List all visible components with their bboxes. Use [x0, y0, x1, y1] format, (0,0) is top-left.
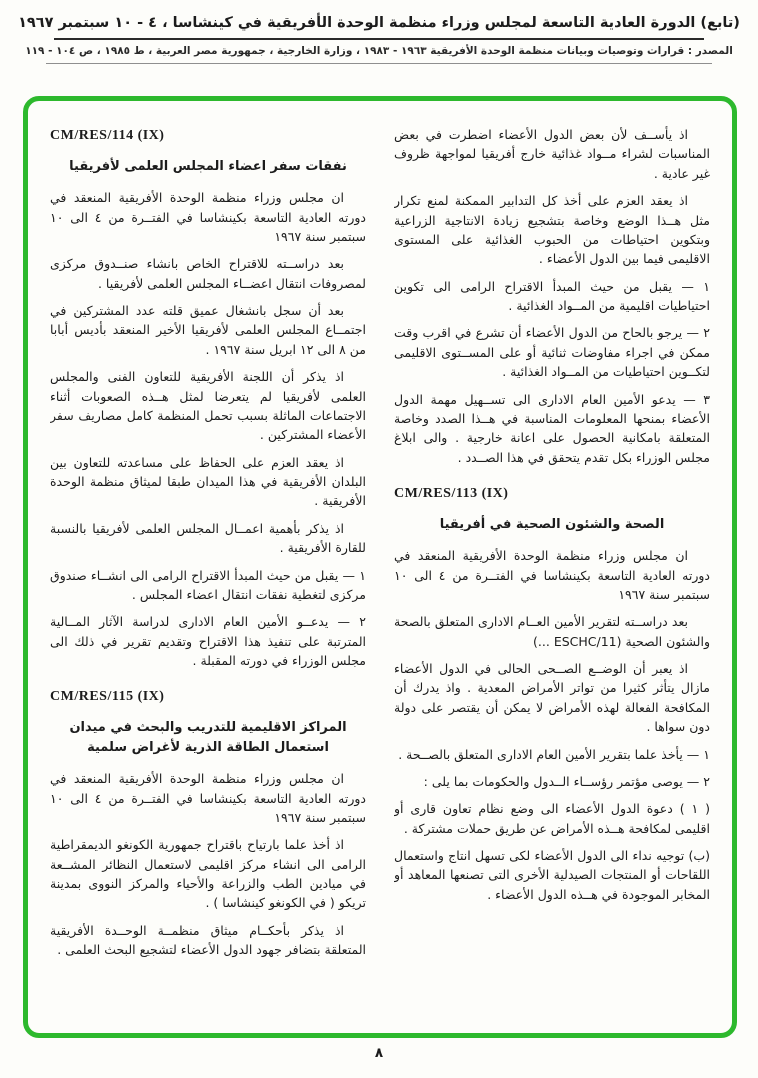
paragraph: ان مجلس وزراء منظمة الوحدة الأفريقية المنعقد في دورته العادية التاسعة بكينشاسا في الفتــرة من ٤ الى ١٠ سبتمبر سنة ١٩٦٧ [50, 190, 366, 244]
paragraph: بعد دراســته للاقتراح الخاص بانشاء صنــدوق مركزى لمصروفات انتقال اعضــاء المجلس العلمى لأفريقيا . [50, 256, 366, 291]
resolution-code: CM/RES/113 (IX) [394, 486, 509, 501]
resolution-title: الصحة والشئون الصحية في أفريقيا [439, 516, 665, 532]
clause-item: ( ١ ) دعوة الدول الأعضاء الى وضع نظام تعاون قارى أو اقليمى لمكافحة هــذه الأمراض عن طريق حملات مشتركة . [394, 801, 710, 836]
paragraph: بعد دراســته لتقرير الأمين العــام الادارى المتعلق بالصحة والشئون الصحية (ESCHC/11 ...) [394, 614, 710, 649]
resolution-title: المراكز الاقليمية للتدريب والبحث في ميدان استعمال الطاقة الذرية لأغراض سلمية [69, 720, 347, 755]
paragraph: اذ أخذ علما بارتياح باقتراح جمهورية الكونغو الديمقراطية الرامى الى انشاء مركز اقليمى لاستعمال النظائر المشــعة في ميادين الطب والزراعة والأحياء والمركز النووى بمدينة تريكو ( في الكونغو كينشاسا ) . [50, 837, 366, 911]
paragraph: ان مجلس وزراء منظمة الوحدة الأفريقية المنعقد في دورته العادية التاسعة بكينشاسا في الفتــرة من ٤ الى ١٠ سبتمبر سنة ١٩٦٧ [394, 548, 710, 602]
resolution-code: CM/RES/114 (IX) [50, 128, 165, 143]
paragraph: اذ يذكر بأحكــام ميثاق منظمــة الوحــدة الأفريقية المتعلقة بتضافر جهود الدول الأعضاء لتشجيع البحث العلمى . [50, 922, 366, 958]
clause-item: ٢ — يوصى مؤتمر رؤســاء الــدول والحكومات بما يلى : [423, 773, 710, 789]
paragraph: اذ يذكر بأهمية اعمــال المجلس العلمى لأفريقيا بالنسبة للقارة الأفريقية . [50, 520, 366, 556]
paragraph: اذ يعقد العزم على أخذ كل التدابير الممكنة لمنع تكرار مثل هــذا الوضع وخاصة بتشجيع زيادة الانتاجية الزراعية وبتكوين احتياطات من الحبوب الغذائية على المستوى الاقليمى فيما بين الدول الأعضاء . [394, 193, 710, 267]
clause-item: ١ — يقبل من حيث المبدأ الاقتراح الرامى الى تكوين احتياطيات اقليمية من المــواد الغذائية . [394, 278, 710, 313]
clause-item: ٢ — يدعــو الأمين العام الادارى لدراسة الآثار المــالية المترتبة على تنفيذ هذا الاقتراح وتقديم تقرير في ذلك الى مجلس الوزراء في دورته المقبلة . [50, 614, 366, 669]
content-frame [23, 96, 737, 1038]
resolution-title: نفقات سفر اعضاء المجلس العلمى لأفريقيا [69, 158, 347, 174]
source-line: المصدر : قرارات وتوصيات وبيانات منظمة الوحدة الأفريقية ١٩٦٣ - ١٩٨٣ ، وزارة الخارجية ، جمهورية مصر العربية ، ط ١٩٨٥ ، ص ١٠٤ - ١١٩ [25, 45, 733, 57]
paragraph: بعد أن سجل بانشغال عميق قلته عدد المشتركين في اجتمــاع المجلس العلمى لأفريقيا الأخير المنعقد بأديس أبابا من ٨ الى ١٢ ابريل سنة ١٩٦٧ . [50, 303, 366, 357]
paragraph: اذ يعقد العزم على الحفاظ على مساعدته للتعاون بين البلدان الأفريقية في هذا الميدان طبقا لميثاق منظمة الوحدة الأفريقية . [50, 454, 366, 509]
paragraph: اذ يذكر أن اللجنة الأفريقية للتعاون الفنى والمجلس العلمى لأفريقيا لم يتعرضا لمثل هــذه الصعوبات أثناء الاجتماعات الماثلة بسبب تحمل المنظمة كامل مصاريف سفر الأعضاء المشتركين . [50, 369, 366, 443]
header-divider-top [54, 38, 704, 40]
clause-item: ١ — يقبل من حيث المبدأ الاقتراح الرامى الى انشــاء صندوق مركزى لتغطية نفقات انتقال اعضاء المجلس . [50, 567, 366, 602]
page-header [0, 0, 758, 64]
column-left [50, 125, 366, 1019]
page-number: ٨ [374, 1045, 384, 1061]
clause-item: (ب) توجيه نداء الى الدول الأعضاء لكى تسهل انتاج واستعمال اللقاحات أو المنتجات الصيدلية الأخرى التى تصنعها المعاهد أو المخابر الموجودة في هــذه الدول الأعضاء . [394, 848, 710, 902]
column-right [394, 125, 710, 1019]
header-title: (تابع) الدورة العادية التاسعة لمجلس وزراء منظمة الوحدة الأفريقية في كينشاسا ، ٤ - ١٠ سبتمبر ١٩٦٧ [18, 15, 740, 31]
header-divider-bottom [46, 63, 712, 64]
paragraph: اذ يأســف لأن بعض الدول الأعضاء اضطرت في بعض المناسبات لشراء مــواد غذائية خارج أفريقيا لمواجهة ظروف غير عادية . [394, 127, 710, 181]
clause-item: ٢ — يرجو بالحاح من الدول الأعضاء أن تشرع في اقرب وقت ممكن في اجراء مفاوضات ثنائية أو على المســتوى الاقليمى لتكــوين احتياطيات من المــواد الغذائية . [394, 325, 710, 380]
paragraph: ان مجلس وزراء منظمة الوحدة الأفريقية المنعقد في دورته العادية التاسعة بكينشاسا في الفتــرة من ٤ الى ١٠ سبتمبر سنة ١٩٦٧ [50, 771, 366, 825]
clause-item: ٣ — يدعو الأمين العام الادارى الى تســهيل مهمة الدول الأعضاء بمنحها المعلومات المناسبة في هــذا الصدد وخاصة المتعلقة بامكانية الحصول على اعانة خارجية . والى ابلاغ مجلس الوزراء بكل تقدم يتحقق في هذا الصــدد . [394, 391, 710, 465]
resolution-code: CM/RES/115 (IX) [50, 689, 165, 705]
paragraph: اذ يعبر أن الوضــع الصــحى الحالى في الدول الأعضاء مازال يتأثر كثيرا من تواتر الأمراض المعدية . واذ يدرك أن المكافحة الفعالة لهذه الأمراض لا يمكن أن يقتصر على دولة دون سواها . [394, 661, 710, 735]
two-column-layout [50, 125, 710, 1019]
clause-item: ١ — يأخذ علما بتقرير الأمين العام الادارى المتعلق بالصــحة . [398, 746, 710, 762]
